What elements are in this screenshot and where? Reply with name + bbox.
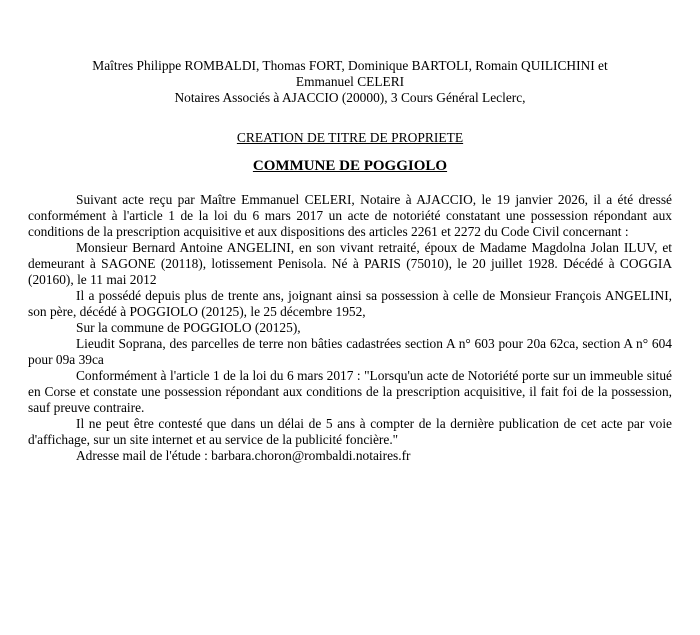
notaries-names-line-2: Emmanuel CELERI — [295, 74, 405, 89]
notary-office-address: Notaires Associés à AJACCIO (20000), 3 Cours Général Leclerc, — [174, 90, 526, 105]
paragraph-acte-notoriete: Suivant acte reçu par Maître Emmanuel CELERI, Notaire à AJACCIO, le 19 janvier 2026, il a été dressé conformément à l'article 1 de la loi du 6 mars 2017 un acte de notoriété constatant une possession répondant aux conditions de la prescription acquisitive et aux dispositions des articles 2261 et 2272 du Code Civil concernant : — [28, 192, 672, 239]
paragraph-loi-citation: Conformément à l'article 1 de la loi du 6 mars 2017 : "Lorsqu'un acte de Notoriété porte sur un immeuble situé en Corse et constate une possession répondant aux conditions de la prescription acquisitive, il fait foi de la possession, sauf preuve contraire. — [28, 368, 672, 415]
notaries-names-line-1: Maîtres Philippe ROMBALDI, Thomas FORT, Dominique BARTOLI, Romain QUILICHINI et — [92, 58, 608, 73]
paragraph-commune: Sur la commune de POGGIOLO (20125), — [76, 320, 301, 335]
document-title: CREATION DE TITRE DE PROPRIETE — [236, 130, 464, 145]
document-body — [28, 192, 672, 464]
paragraph-parcelles: Lieudit Soprana, des parcelles de terre non bâties cadastrées section A n° 603 pour 20a 62ca, section A n° 604 pour 09a 39ca — [28, 336, 672, 367]
paragraph-contestation: Il ne peut être contesté que dans un délai de 5 ans à compter de la dernière publication de cet acte par voie d'affichage, sur un site internet et au service de la publicité foncière." — [28, 416, 672, 447]
paragraph-defunt-identite: Monsieur Bernard Antoine ANGELINI, en son vivant retraité, époux de Madame Magdolna Jolan ILUV, et demeurant à SAGONE (20118), lotissement Penisola. Né à PARIS (75010), le 20 juillet 1928. Décédé à COGGIA (20160), le 11 mai 2012 — [28, 240, 672, 287]
commune-subtitle: COMMUNE DE POGGIOLO — [252, 158, 448, 174]
paragraph-possession: Il a possédé depuis plus de trente ans, joignant ainsi sa possession à celle de Monsieur François ANGELINI, son père, décédé à POGGIOLO (20125), le 25 décembre 1952, — [28, 288, 672, 319]
notary-office-header — [0, 0, 700, 106]
paragraph-adresse-mail: Adresse mail de l'étude : barbara.choron@rombaldi.notaires.fr — [76, 448, 411, 463]
